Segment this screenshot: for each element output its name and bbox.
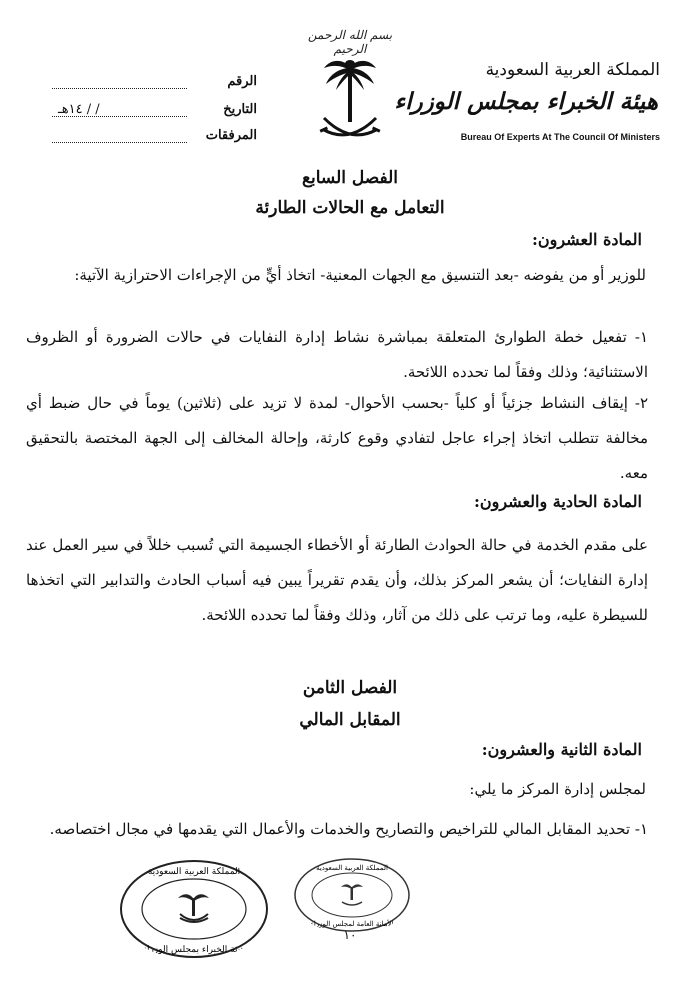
chapter-seven-subtitle: التعامل مع الحالات الطارئة — [255, 198, 445, 218]
chapter-seven-title: الفصل السابع — [301, 168, 399, 188]
palm-swords-emblem-icon — [318, 52, 382, 148]
seal-center-bottom-text: الأمانة العامة لمجلس الوزراء — [310, 920, 394, 928]
article-20-item-2: ٢- إيقاف النشاط جزئياً أو كلياً -بحسب الأحوال- لمدة لا تزيد على (ثلاثين) يوماً في حال ضبط أي مخالفة تتطلب اتخاذ إجراء عاجل لتفادي وقوع كارثة، وإحالة المخالف إلى الجهة المختصة بالتحقيق معه. — [26, 394, 648, 482]
chapter-eight-subtitle: المقابل المالي — [299, 710, 401, 730]
article-20-heading: المادة العشرون: — [531, 230, 642, 249]
organization-name-arabic: هيئة الخبراء بمجلس الوزراء — [394, 88, 658, 115]
seal-left-top-text: المملكة العربية السعودية — [147, 867, 241, 877]
date-label: التاريخ — [223, 102, 257, 117]
attachments-label: المرفقات — [205, 128, 257, 143]
basmala: بسم الله الرحمن الرحيم — [307, 28, 393, 56]
attachments-line — [52, 142, 187, 143]
article-22-heading: المادة الثانية والعشرون: — [481, 740, 642, 759]
article-20-item-1: ١- تفعيل خطة الطوارئ المتعلقة بمباشرة نشاط إدارة النفايات في حالات الضرورة أو الظروف الاستثنائية؛ وذلك وفقاً لما تحدده اللائحة. — [26, 328, 648, 381]
official-seal-center-icon — [292, 856, 412, 934]
kingdom-name: المملكة العربية السعودية — [485, 60, 660, 80]
reference-number-label: الرقم — [227, 74, 257, 89]
article-22-intro: لمجلس إدارة المركز ما يلي: — [469, 780, 646, 798]
seal-left-bottom-text: هيئة الخبراء بمجلس الوزراء — [142, 945, 246, 955]
date-value: / / ١٤هـ — [58, 102, 100, 117]
reference-number-line — [52, 88, 187, 89]
organization-name-english: Bureau Of Experts At The Council Of Ministers — [460, 132, 660, 142]
article-22-item-1: ١- تحديد المقابل المالي للتراخيص والتصاريح والخدمات والأعمال التي يقدمها في مجال اختصاصه. — [49, 820, 648, 838]
chapter-eight-title: الفصل الثامن — [302, 678, 398, 698]
article-21-text: على مقدم الخدمة في حالة الحوادث الطارئة أو الأخطاء الجسيمة التي تُسبب خللاً في سير العمل عند إدارة النفايات؛ أن يشعر المركز بذلك، وأن يقدم تقريراً يبين فيه أسباب الحادث والتدابير التي اتخذها للسيطرة عليه، وما ترتب على ذلك من آثار، وذلك وفقاً لما تحدده اللائحة. — [26, 536, 648, 624]
article-21-heading: المادة الحادية والعشرون: — [473, 492, 642, 511]
official-seal-left-icon — [118, 858, 270, 960]
seal-center-top-text: المملكة العربية السعودية — [316, 864, 388, 872]
article-20-intro: للوزير أو من يفوضه -بعد التنسيق مع الجهات المعنية- اتخاذ أيٍّ من الإجراءات الاحترازية الآتية: — [74, 266, 646, 284]
page-number: ١٠ — [343, 928, 357, 942]
